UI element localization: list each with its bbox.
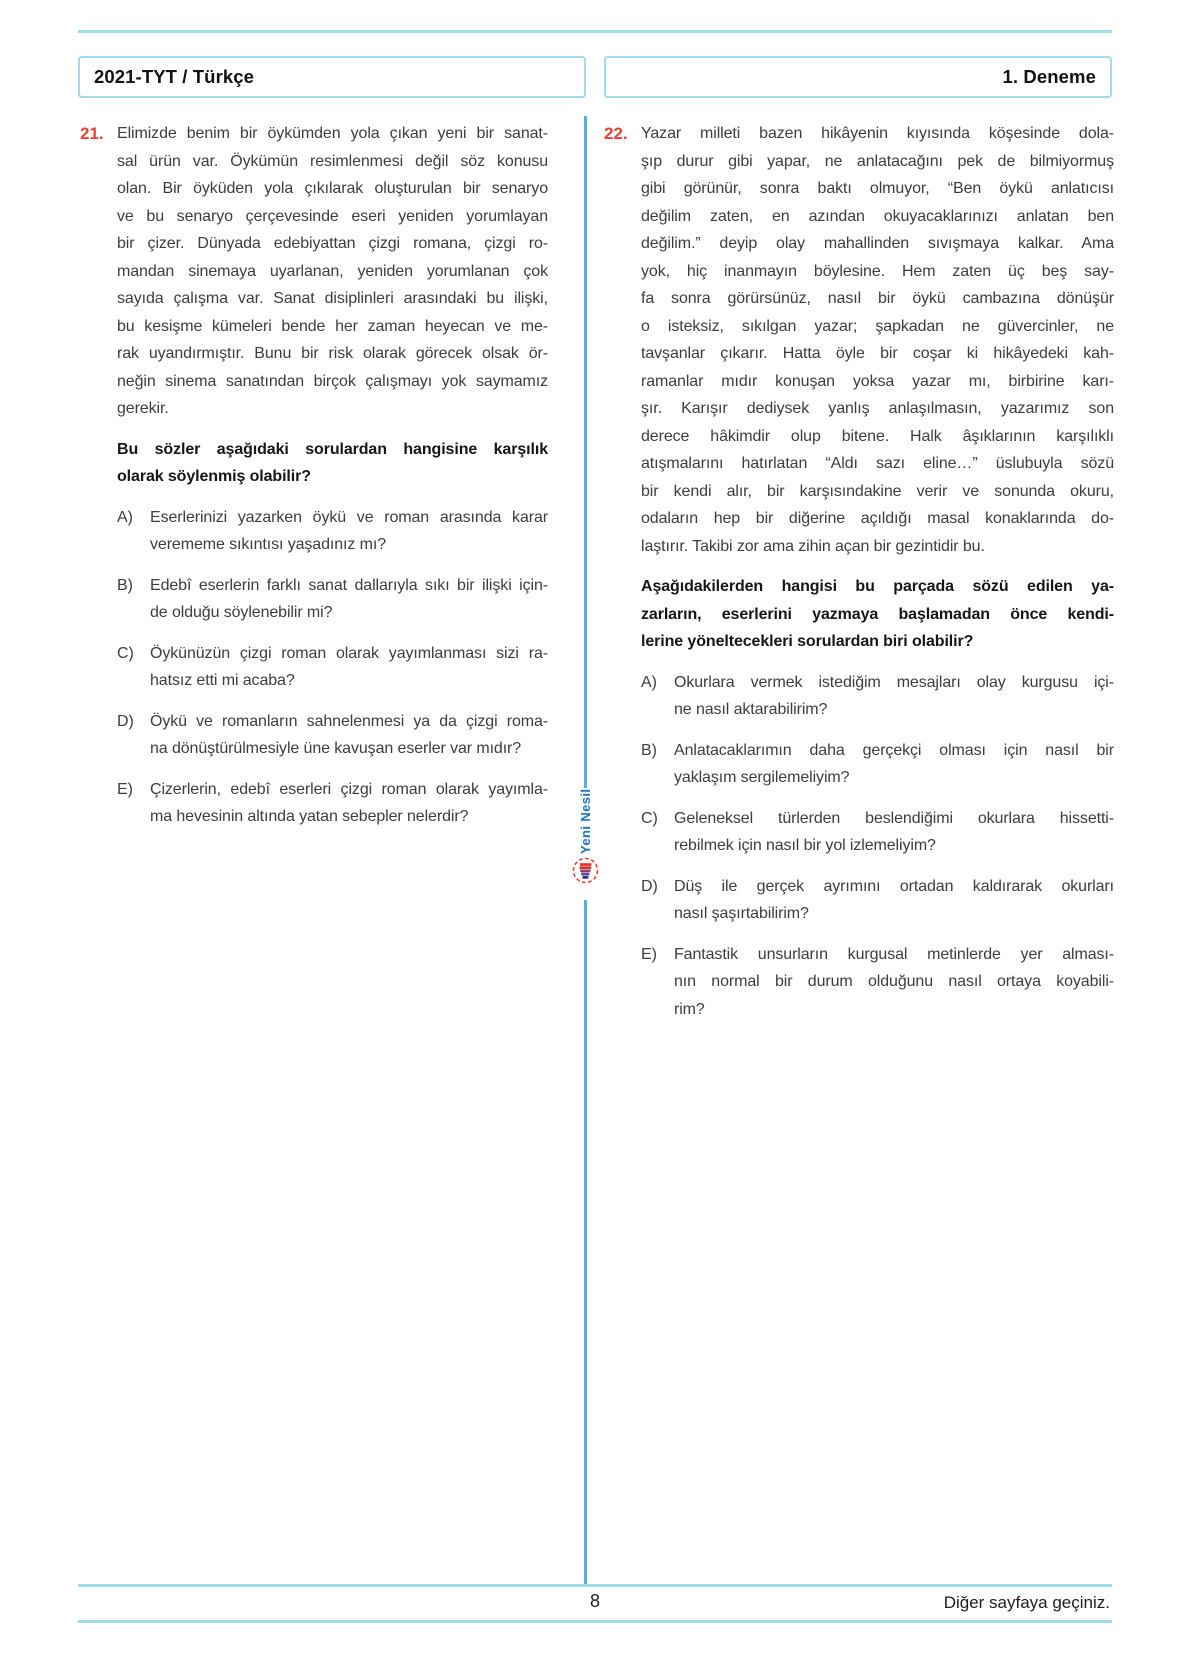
text-line: yok, hiç inanmayın böylesine. Hem zaten üç beş say- (641, 262, 1114, 280)
option-item (117, 504, 548, 559)
top-rule (78, 30, 1112, 33)
text-line: nın normal bir durum olduğunu nasıl ortaya koyabili- (674, 973, 1114, 990)
option-label: B) (641, 741, 657, 759)
text-line: laştırır. Takibi zor ama zihin açan bir gezintidir bu. (641, 537, 985, 555)
option-text (150, 640, 548, 695)
text-line: Anlatacaklarımın daha gerçekçi olması için nasıl bir (674, 741, 1114, 759)
option-label: C) (641, 809, 658, 827)
exam-set-label: 1. Deneme (1002, 66, 1096, 87)
text-line: yaklaşım sergilemeliyim? (674, 769, 850, 786)
text-line: sayıda çalışma var. Sanat disiplinleri arasındaki bu ilişki, (117, 290, 548, 307)
option-text (674, 873, 1114, 928)
option-item (117, 572, 548, 627)
text-line: Düş ile gerçek ayrımını ortadan kaldırarak okurları (674, 877, 1114, 895)
option-item (117, 708, 548, 763)
option-label: A) (641, 673, 657, 691)
option-label: B) (117, 576, 133, 594)
header-right-box (604, 56, 1112, 98)
question-stem (641, 573, 1114, 656)
text-line: gerekir. (117, 400, 169, 417)
text-line: Çizerlerin, edebî eserleri çizgi roman olarak yayımla- (150, 780, 548, 798)
text-line: odaların hep bir diğerine açıldığı masal konaklarında do- (641, 510, 1114, 527)
exam-title: 2021-TYT / Türkçe (94, 66, 255, 87)
text-line: bir kendi alır, bir karşısındakine verir ve sonunda okuru, (641, 482, 1114, 500)
text-line: fa sonra görürsünüz, nasıl bir öykü cambazına dönüşür (641, 290, 1114, 307)
text-line: hatsız etti mi acaba? (150, 672, 295, 689)
text-line: olarak söylenmiş olabilir? (117, 468, 311, 485)
text-line: Yazar milleti bazen hikâyenin kıyısında köşesinde dola- (641, 125, 1114, 142)
option-text (674, 737, 1114, 792)
text-line: rak uyandırmıştır. Bunu bir risk olarak görecek olsak ör- (117, 345, 548, 362)
options-list (641, 669, 1114, 1024)
option-text (150, 776, 548, 831)
text-line: tavşanlar çıkarır. Hatta öyle bir coşar ki hikâyedeki kah- (641, 345, 1114, 362)
option-label: A) (117, 508, 133, 526)
text-line: nasıl şaşırtabilirim? (674, 905, 809, 922)
option-text (674, 805, 1114, 860)
text-line: sal ürün var. Öykümün resimlenmesi değil söz konusu (117, 152, 548, 170)
option-item (641, 737, 1114, 792)
text-line: bu kesişme kümeleri bende her zaman heyecan ve me- (117, 317, 548, 335)
header-left-box (78, 56, 586, 98)
option-item (641, 669, 1114, 724)
option-label: E) (641, 945, 657, 963)
option-text (674, 669, 1114, 724)
text-line: zarların, eserlerini yazmaya başlamadan önce kendi- (641, 605, 1114, 623)
text-line: rim? (674, 1000, 705, 1018)
text-line: değilim zaten, en azından okuyacaklarınızı anlatan ben (641, 207, 1114, 225)
text-line: Bu sözler aşağıdaki sorulardan hangisine karşılık (117, 440, 548, 458)
option-label: D) (641, 877, 658, 895)
question-body (117, 120, 548, 831)
text-line: olan. Bir öyküden yola çıkılarak oluşturulan bir senaryo (117, 180, 548, 197)
question-body (641, 120, 1114, 1023)
text-line: ve bu senaryo çerçevesinde eseri yeniden yorumlayan (117, 207, 548, 225)
text-line: lerine yöneltecekleri sorulardan biri olabilir? (641, 633, 974, 650)
text-line: ma hevesinin altında yatan sebepler nelerdir? (150, 808, 469, 825)
question-number: 21. (80, 124, 104, 143)
text-line: Öykü ve romanların sahnelenmesi ya da çizgi roma- (150, 712, 548, 730)
publisher-logo (561, 788, 609, 900)
text-line: ne nasıl aktarabilirim? (674, 701, 828, 718)
option-label: D) (117, 712, 134, 730)
question-paragraph (641, 120, 1114, 560)
text-line: Okurlara vermek istediğim mesajları olay kurgusu içi- (674, 673, 1114, 691)
footer-rule-bottom (78, 1620, 1112, 1623)
question-number: 22. (604, 124, 628, 143)
option-item (117, 640, 548, 695)
option-item (117, 776, 548, 831)
page-number: 8 (589, 1591, 600, 1611)
text-line: Aşağıdakilerden hangisi bu parçada sözü edilen ya- (641, 578, 1114, 595)
text-line: Fantastik unsurların kurgusal metinlerde yer alması- (674, 945, 1114, 963)
options-list (117, 504, 548, 831)
option-item (641, 941, 1114, 1024)
text-line: şır. Karışır dediysek yanlış anlaşılmasın, yazarımız son (641, 400, 1114, 417)
text-line: Öykünüzün çizgi roman olarak yayımlanması sizi ra- (150, 644, 548, 662)
bar-chart-icon (572, 857, 599, 884)
text-line: atışmalarını hatırlatan “Aldı sazı eline…” üslubuyla sözü (641, 455, 1114, 472)
text-line: rebilmek için nasıl bir yol izlemeliyim? (674, 837, 936, 854)
text-line: şıp durur gibi yapar, ne anlatacağını pek de bilmiyormuş (641, 152, 1114, 170)
question-22 (604, 120, 1114, 1023)
option-item (641, 873, 1114, 928)
question-stem (117, 436, 548, 491)
text-line: o isteksiz, sıkılgan yazar; şapkadan ne güvercinler, ne (641, 317, 1114, 335)
text-line: derece hâkimdir olup bitene. Halk âşıklarının karşılıklı (641, 427, 1114, 445)
text-line: na dönüştürülmesiyle üne kavuşan eserler var mıdır? (150, 740, 522, 757)
option-item (641, 805, 1114, 860)
page-header (78, 56, 1112, 98)
question-21 (80, 120, 548, 831)
text-line: Edebî eserlerin farklı sanat dallarıyla sıkı bir ilişki için- (150, 576, 548, 594)
text-line: Geleneksel türlerden beslendiğimi okurlara hissetti- (674, 809, 1114, 827)
text-line: bir çizer. Dünyada edebiyattan çizgi romana, çizgi ro- (117, 235, 548, 252)
option-label: E) (117, 780, 133, 798)
text-line: neğin sinema sanatından birçok çalışmayı yok saymamız (117, 372, 548, 390)
option-text (150, 504, 548, 559)
text-line: ramanlar mıdır konuşan yoksa yazar mı, birbirine karı- (641, 372, 1114, 390)
question-paragraph (117, 120, 548, 423)
publisher-logo-text: Yeni Nesil (577, 788, 593, 854)
text-line: Eserlerinizi yazarken öykü ve roman arasında karar (150, 508, 548, 526)
text-line: gibi görünür, sonra baktı olmuyor, “Ben öykü anlatıcısı (641, 180, 1114, 197)
text-line: mandan sinemaya uyarlanan, yeniden yorumlanan çok (117, 262, 548, 280)
text-line: verememe sıkıntısı yaşadınız mı? (150, 536, 386, 553)
text-line: Elimizde benim bir öykümden yola çıkan yeni bir sanat- (117, 125, 548, 142)
text-line: de olduğu söylenebilir mi? (150, 604, 333, 621)
footer-rule-top (78, 1584, 1112, 1587)
footer-note: Diğer sayfaya geçiniz. (943, 1593, 1110, 1612)
option-text (674, 941, 1114, 1024)
option-text (150, 572, 548, 627)
option-text (150, 708, 548, 763)
option-label: C) (117, 644, 134, 662)
text-line: değilim.” deyip olay mahallinden sıvışmaya kalkar. Ama (641, 235, 1114, 252)
